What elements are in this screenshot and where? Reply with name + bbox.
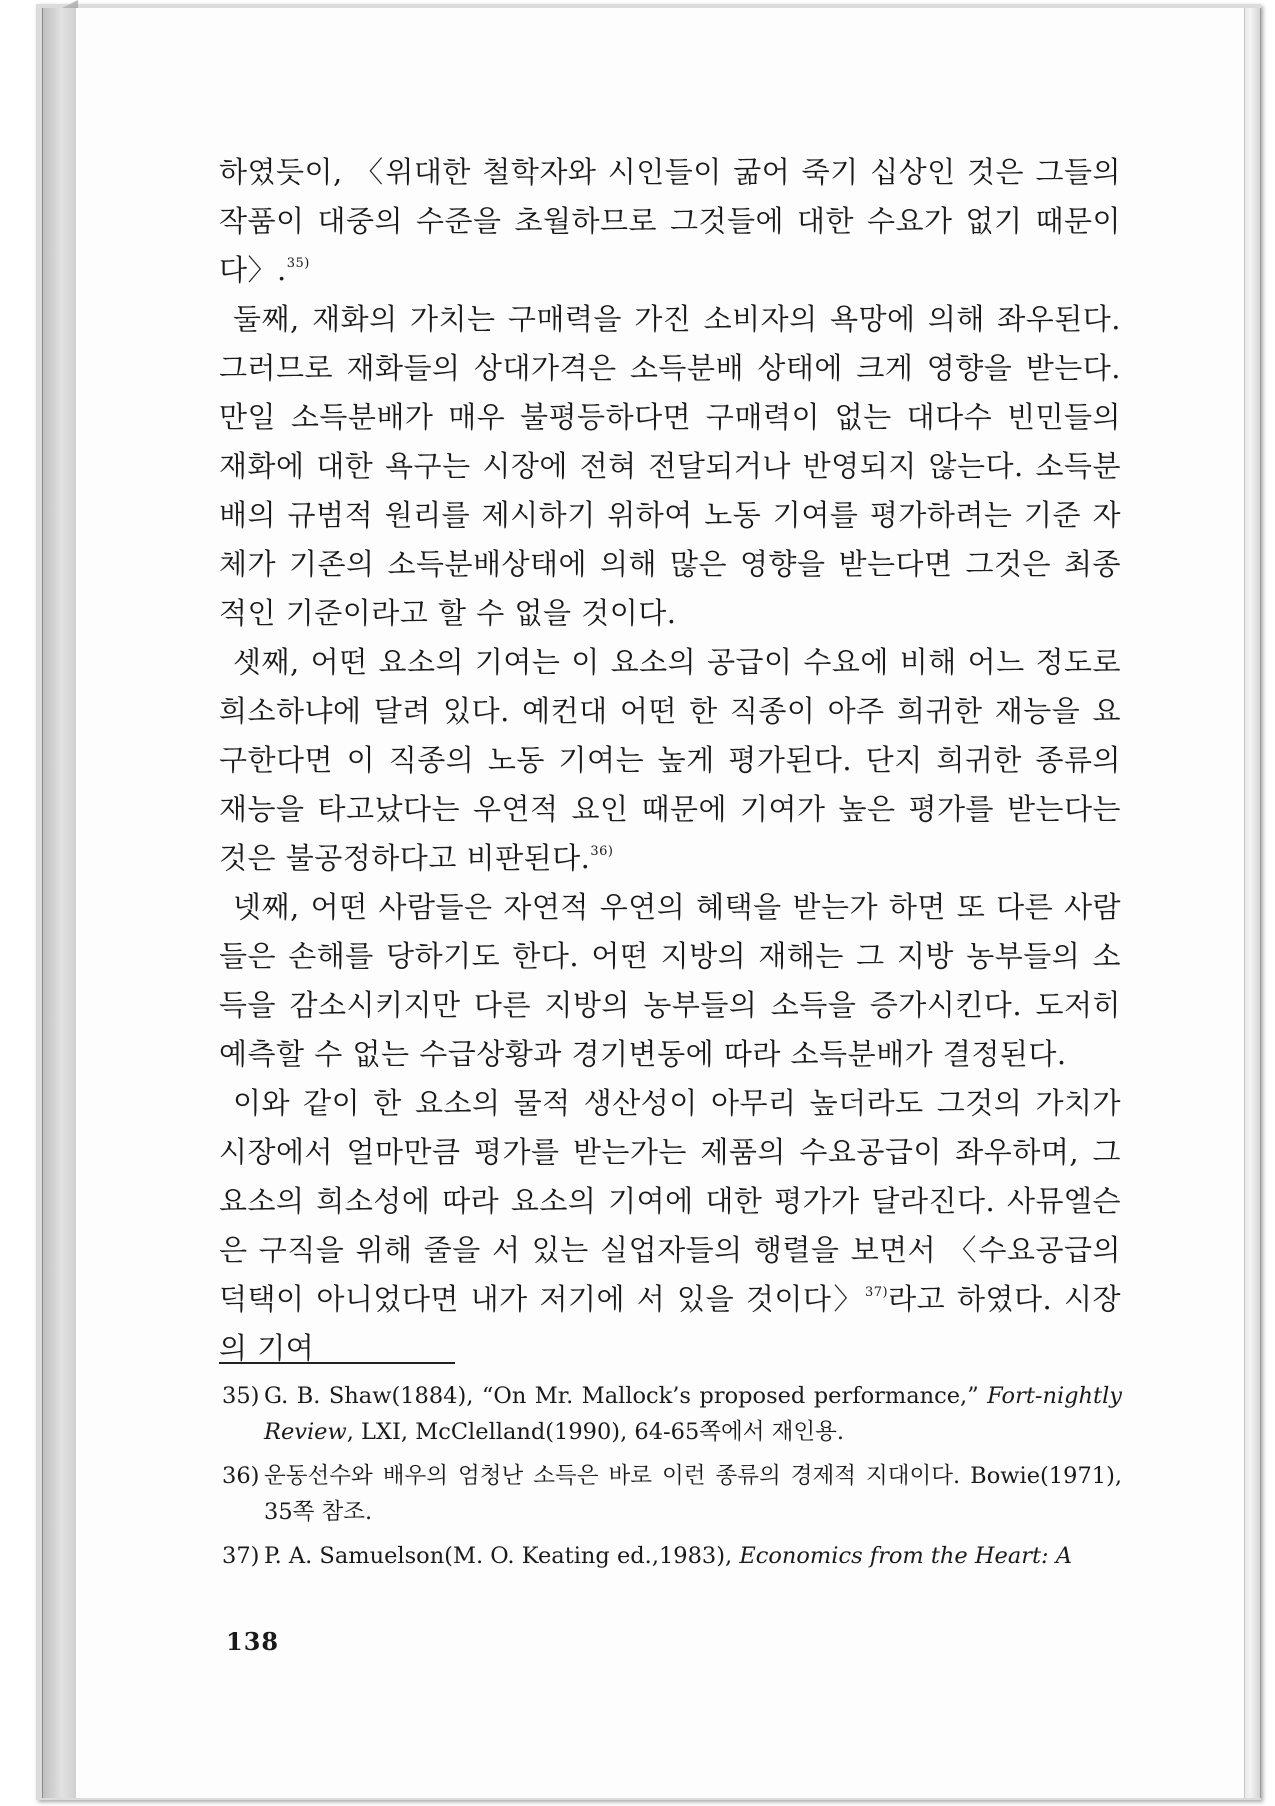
footnote-text: 운동선수와 배우의 엄청난 소득은 바로 이런 종류의 경제적 지대이다. Bowie(1971), 35쪽 참조. [264, 1463, 1123, 1525]
footnote-ref-37[interactable]: 37) [865, 1285, 889, 1301]
footnote-number: 37) [222, 1543, 260, 1569]
paragraph-4 [219, 883, 1121, 1079]
book-spine [42, 8, 78, 1798]
footnote-title: Economics from the Heart: A [739, 1543, 1073, 1569]
body-text [219, 148, 1121, 1373]
footnote-text: , LXI, McClelland(1990), 64-65쪽에서 재인용. [346, 1419, 844, 1445]
page-edge [1244, 8, 1261, 1798]
footnote-ref-35[interactable]: 35) [286, 256, 310, 272]
paragraph-5 [219, 1079, 1121, 1373]
paragraph-tail: 라고 하였다. 시장의 기여 [219, 1282, 1121, 1365]
footnote-37 [222, 1538, 1122, 1574]
paragraph-text: 셋째, 어떤 요소의 기여는 이 요소의 공급이 수요에 비해 어느 정도로 희소하냐에 달려 있다. 예컨대 어떤 한 직종이 아주 희귀한 재능을 요구한다면 이 직종의 노동 기여는 높게 평가된다. 단지 희귀한 종류의 재능을 타고났다는 우연적 요인 때문에 기여가 높은 평가를 받는다는 것은 불공정하다고 비판된다. [219, 645, 1121, 875]
paragraph-1 [219, 148, 1121, 295]
paragraph-3 [219, 638, 1121, 883]
paragraph-2 [219, 295, 1121, 638]
footnote-35 [222, 1378, 1122, 1450]
footnote-number: 36) [222, 1463, 260, 1489]
footnote-number: 35) [222, 1383, 260, 1409]
paragraph-text: 이와 같이 한 요소의 물적 생산성이 아무리 높더라도 그것의 가치가 시장에서 얼마만큼 평가를 받는가는 제품의 수요공급이 좌우하며, 그 요소의 희소성에 따라 요소의 기여에 대한 평가가 달라진다. 사뮤엘슨은 구직을 위해 줄을 서 있는 실업자들의 행렬을 보면서 〈수요공급의 덕택이 아니었다면 내가 저기에 서 있을 것이다〉 [219, 1086, 1121, 1316]
footnote-title: Fort-nightly Review [264, 1383, 1122, 1445]
paragraph-text: 넷째, 어떤 사람들은 자연적 우연의 혜택을 받는가 하면 또 다른 사람들은 손해를 당하기도 한다. 어떤 지방의 재해는 그 지방 농부들의 소득을 감소시키지만 다른 지방의 농부들의 소득을 증가시킨다. 도저히 예측할 수 없는 수급상황과 경기변동에 따라 소득분배가 결정된다. [219, 890, 1121, 1071]
footnotes [222, 1378, 1122, 1582]
footnote-36 [222, 1458, 1122, 1530]
page-number: 138 [226, 1627, 280, 1656]
footnote-divider [219, 1362, 455, 1364]
paragraph-text: 하였듯이, 〈위대한 철학자와 시인들이 굶어 죽기 십상인 것은 그들의 작품이 대중의 수준을 초월하므로 그것들에 대한 수요가 없기 때문이다〉. [219, 155, 1121, 287]
footnote-text: G. B. Shaw(1884), “On Mr. Mallock’s proposed performance,” [264, 1383, 988, 1409]
paragraph-text: 둘째, 재화의 가치는 구매력을 가진 소비자의 욕망에 의해 좌우된다. 그러므로 재화들의 상대가격은 소득분배 상태에 크게 영향을 받는다. 만일 소득분배가 매우 불평등하다면 구매력이 없는 대다수 빈민들의 재화에 대한 욕구는 시장에 전혀 전달되거나 반영되지 않는다. 소득분배의 규범적 원리를 제시하기 위하여 노동 기여를 평가하려는 기준 자체가 기존의 소득분배상태에 의해 많은 영향을 받는다면 그것은 최종적인 기준이라고 할 수 없을 것이다. [219, 302, 1121, 630]
footnote-text: P. A. Samuelson(M. O. Keating ed.,1983), [264, 1543, 740, 1569]
footnote-ref-36[interactable]: 36) [590, 844, 614, 860]
